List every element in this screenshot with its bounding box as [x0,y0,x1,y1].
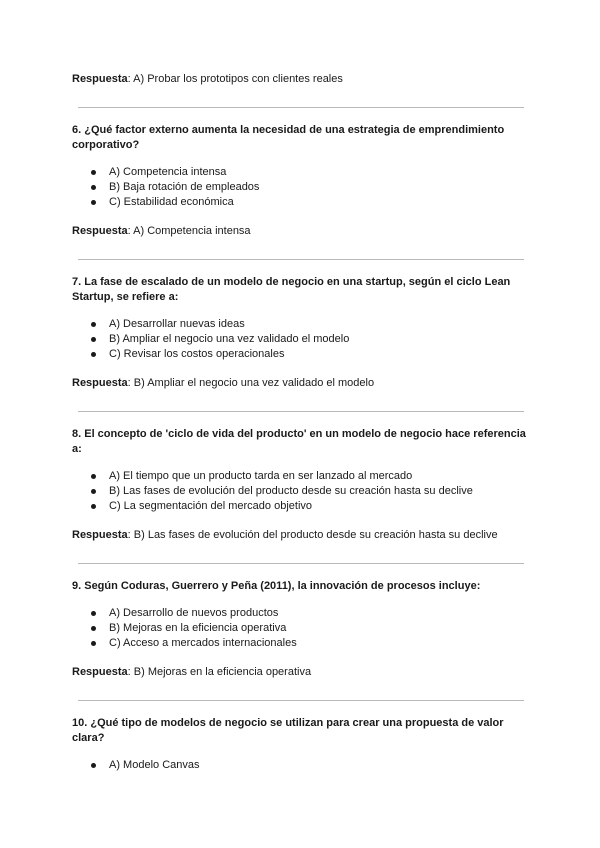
option-text: A) Desarrollo de nuevos productos [109,607,279,619]
divider [78,563,524,564]
option-list [72,606,528,651]
question-text: 6. ¿Qué factor externo aumenta la necesidad de una estrategia de emprendimiento corporativo? [72,124,505,151]
question-text: 10. ¿Qué tipo de modelos de negocio se utilizan para crear una propuesta de valor clara? [72,717,504,744]
answer-line: Respuesta: B) Las fases de evolución del producto desde su creación hasta su declive [72,529,498,541]
bullet-icon [91,185,96,190]
answer-label: Respuesta [72,666,128,678]
divider [78,411,524,412]
question-block [72,579,528,701]
option-text: A) El tiempo que un producto tarda en ser lanzado al mercado [109,470,413,482]
option-item [72,636,528,651]
option-text: B) Baja rotación de empleados [109,181,260,193]
bullet-icon [91,504,96,509]
question-text: 8. El concepto de 'ciclo de vida del producto' en un modelo de negocio hace referencia a: [72,428,526,455]
option-list [72,469,528,514]
question-block [72,427,528,564]
option-item [72,332,528,347]
option-text: B) Mejoras en la eficiencia operativa [109,622,287,634]
bullet-icon [91,626,96,631]
option-item [72,347,528,362]
divider [78,259,524,260]
bullet-icon [91,337,96,342]
option-item [72,499,528,514]
answer-line: Respuesta: B) Ampliar el negocio una vez validado el modelo [72,377,375,389]
option-item [72,195,528,210]
answer-label: Respuesta [72,377,128,389]
bullet-icon [91,611,96,616]
answer-label: Respuesta [72,529,128,541]
bullet-icon [91,322,96,327]
answer-text: B) Mejoras en la eficiencia operativa [133,666,312,678]
option-item [72,469,528,484]
answer-line: Respuesta: B) Mejoras en la eficiencia operativa [72,666,312,678]
option-item [72,758,528,773]
bullet-icon [91,170,96,175]
option-text: B) Ampliar el negocio una vez validado el modelo [109,333,350,345]
question-text: 7. La fase de escalado de un modelo de negocio en una startup, según el ciclo Lean Startup, se refiere a: [72,276,511,303]
option-item [72,484,528,499]
option-item [72,317,528,332]
bullet-icon [91,489,96,494]
question-text: 9. Según Coduras, Guerrero y Peña (2011), la innovación de procesos incluye: [72,580,481,592]
answer-text: B) Ampliar el negocio una vez validado el modelo [133,377,375,389]
answer-label: Respuesta [72,225,128,237]
divider [78,107,524,108]
option-text: C) La segmentación del mercado objetivo [109,500,313,512]
option-text: C) Revisar los costos operacionales [109,348,285,360]
option-text: A) Competencia intensa [109,166,227,178]
question-block [72,123,528,260]
option-text: C) Acceso a mercados internacionales [109,637,297,649]
answer-text: A) Probar los prototipos con clientes reales [133,73,343,85]
bullet-icon [91,641,96,646]
answer-text: A) Competencia intensa [133,225,251,237]
answer-line: Respuesta: A) Competencia intensa [72,225,251,237]
option-item [72,180,528,195]
bullet-icon [91,474,96,479]
option-list [72,758,528,773]
option-text: A) Desarrollar nuevas ideas [109,318,245,330]
option-item [72,165,528,180]
question-block [72,716,528,773]
question-block [72,275,528,412]
option-text: C) Estabilidad económica [109,196,234,208]
option-item [72,621,528,636]
answer-label: Respuesta [72,73,128,85]
divider [78,700,524,701]
option-list [72,165,528,210]
bullet-icon [91,200,96,205]
option-text: A) Modelo Canvas [109,759,200,771]
option-item [72,606,528,621]
bullet-icon [91,352,96,357]
answer-text: B) Las fases de evolución del producto desde su creación hasta su declive [133,529,498,541]
bullet-icon [91,763,96,768]
option-list [72,317,528,362]
option-text: B) Las fases de evolución del producto desde su creación hasta su declive [109,485,473,497]
document-page [72,72,528,773]
answer-line: Respuesta: A) Probar los prototipos con clientes reales [72,73,343,85]
